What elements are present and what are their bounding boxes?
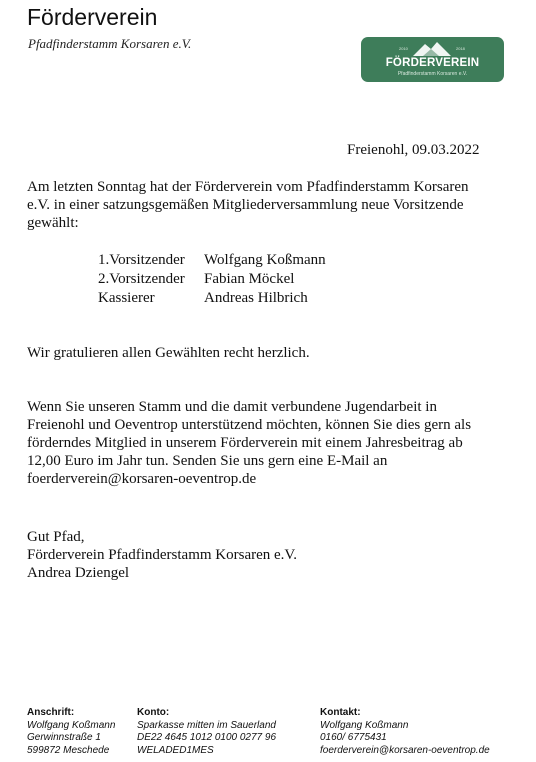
intro-line: gewählt: <box>27 215 79 231</box>
closing-block <box>27 528 297 582</box>
footer-address-line: Gerwinnstraße 1 <box>27 732 101 743</box>
logo-year-left: 2010 <box>399 46 408 51</box>
congratulations-paragraph: Wir gratulieren allen Gewählten recht herzlich. <box>27 345 310 361</box>
footer-contact-heading: Kontakt: <box>320 707 361 718</box>
footer-account <box>137 707 276 757</box>
footer-address <box>27 707 115 757</box>
board-row <box>98 270 326 289</box>
logo-subtext: Pfadfinderstamm Korsaren e.V. <box>397 71 468 77</box>
closing-greeting: Gut Pfad, <box>27 529 85 545</box>
logo-year-right: 2018 <box>456 46 465 51</box>
foerderverein-logo <box>361 37 504 82</box>
logo-text: FÖRDERVEREIN <box>385 57 480 69</box>
support-line: förderndes Mitglied in unserem Förderverein mit einem Jahresbeitrag ab <box>27 435 463 451</box>
footer-address-line: Wolfgang Koßmann <box>27 719 116 731</box>
board-row <box>98 289 326 308</box>
support-line: Freienohl und Oeventrop unterstützend möchten, können Sie dies gern als <box>27 417 472 433</box>
board-list <box>98 251 326 308</box>
footer-address-line: 599872 Meschede <box>27 744 110 756</box>
footer-address-heading: Anschrift: <box>27 707 75 718</box>
organization-title: Förderverein <box>27 4 158 30</box>
intro-line: Am letzten Sonntag hat der Förderverein vom Pfadfinderstamm Korsaren <box>27 179 469 195</box>
footer-contact-line: 0160/ 6775431 <box>320 732 387 743</box>
footer-contact <box>320 707 490 757</box>
footer-account-line: DE22 4645 1012 0100 0277 96 <box>137 732 277 743</box>
intro-paragraph <box>27 178 512 232</box>
footer-account-heading: Konto: <box>137 707 170 718</box>
support-paragraph <box>27 398 507 488</box>
board-role: Kassierer <box>98 290 155 306</box>
support-line: Wenn Sie unseren Stamm und die damit verbundene Jugendarbeit in <box>27 399 437 415</box>
board-member-name: Wolfgang Koßmann <box>204 252 326 268</box>
board-role: 2.Vorsitzender <box>98 271 185 287</box>
closing-organization: Förderverein Pfadfinderstamm Korsaren e.V. <box>27 547 298 563</box>
board-role: 1.Vorsitzender <box>98 252 185 268</box>
letter-date: Freienohl, 09.03.2022 <box>347 142 480 158</box>
support-email: foerderverein@korsaren-oeventrop.de <box>27 471 257 487</box>
signatory-name: Andrea Dziengel <box>27 565 130 581</box>
footer-account-line: Sparkasse mitten im Sauerland <box>137 719 276 731</box>
support-line: 12,00 Euro im Jahr tun. Senden Sie uns gern eine E-Mail an <box>27 453 388 469</box>
footer-contact-line: Wolfgang Koßmann <box>320 719 409 731</box>
footer-account-line: WELADED1MES <box>137 744 214 756</box>
intro-line: e.V. in einer satzungsgemäßen Mitgliederversammlung neue Vorsitzende <box>27 197 464 213</box>
board-row <box>98 251 326 270</box>
board-member-name: Andreas Hilbrich <box>204 290 308 306</box>
organization-subtitle: Pfadfinderstamm Korsaren e.V. <box>28 36 192 51</box>
footer-contact-email: foerderverein@korsaren-oeventrop.de <box>320 744 490 756</box>
board-member-name: Fabian Möckel <box>204 271 295 287</box>
